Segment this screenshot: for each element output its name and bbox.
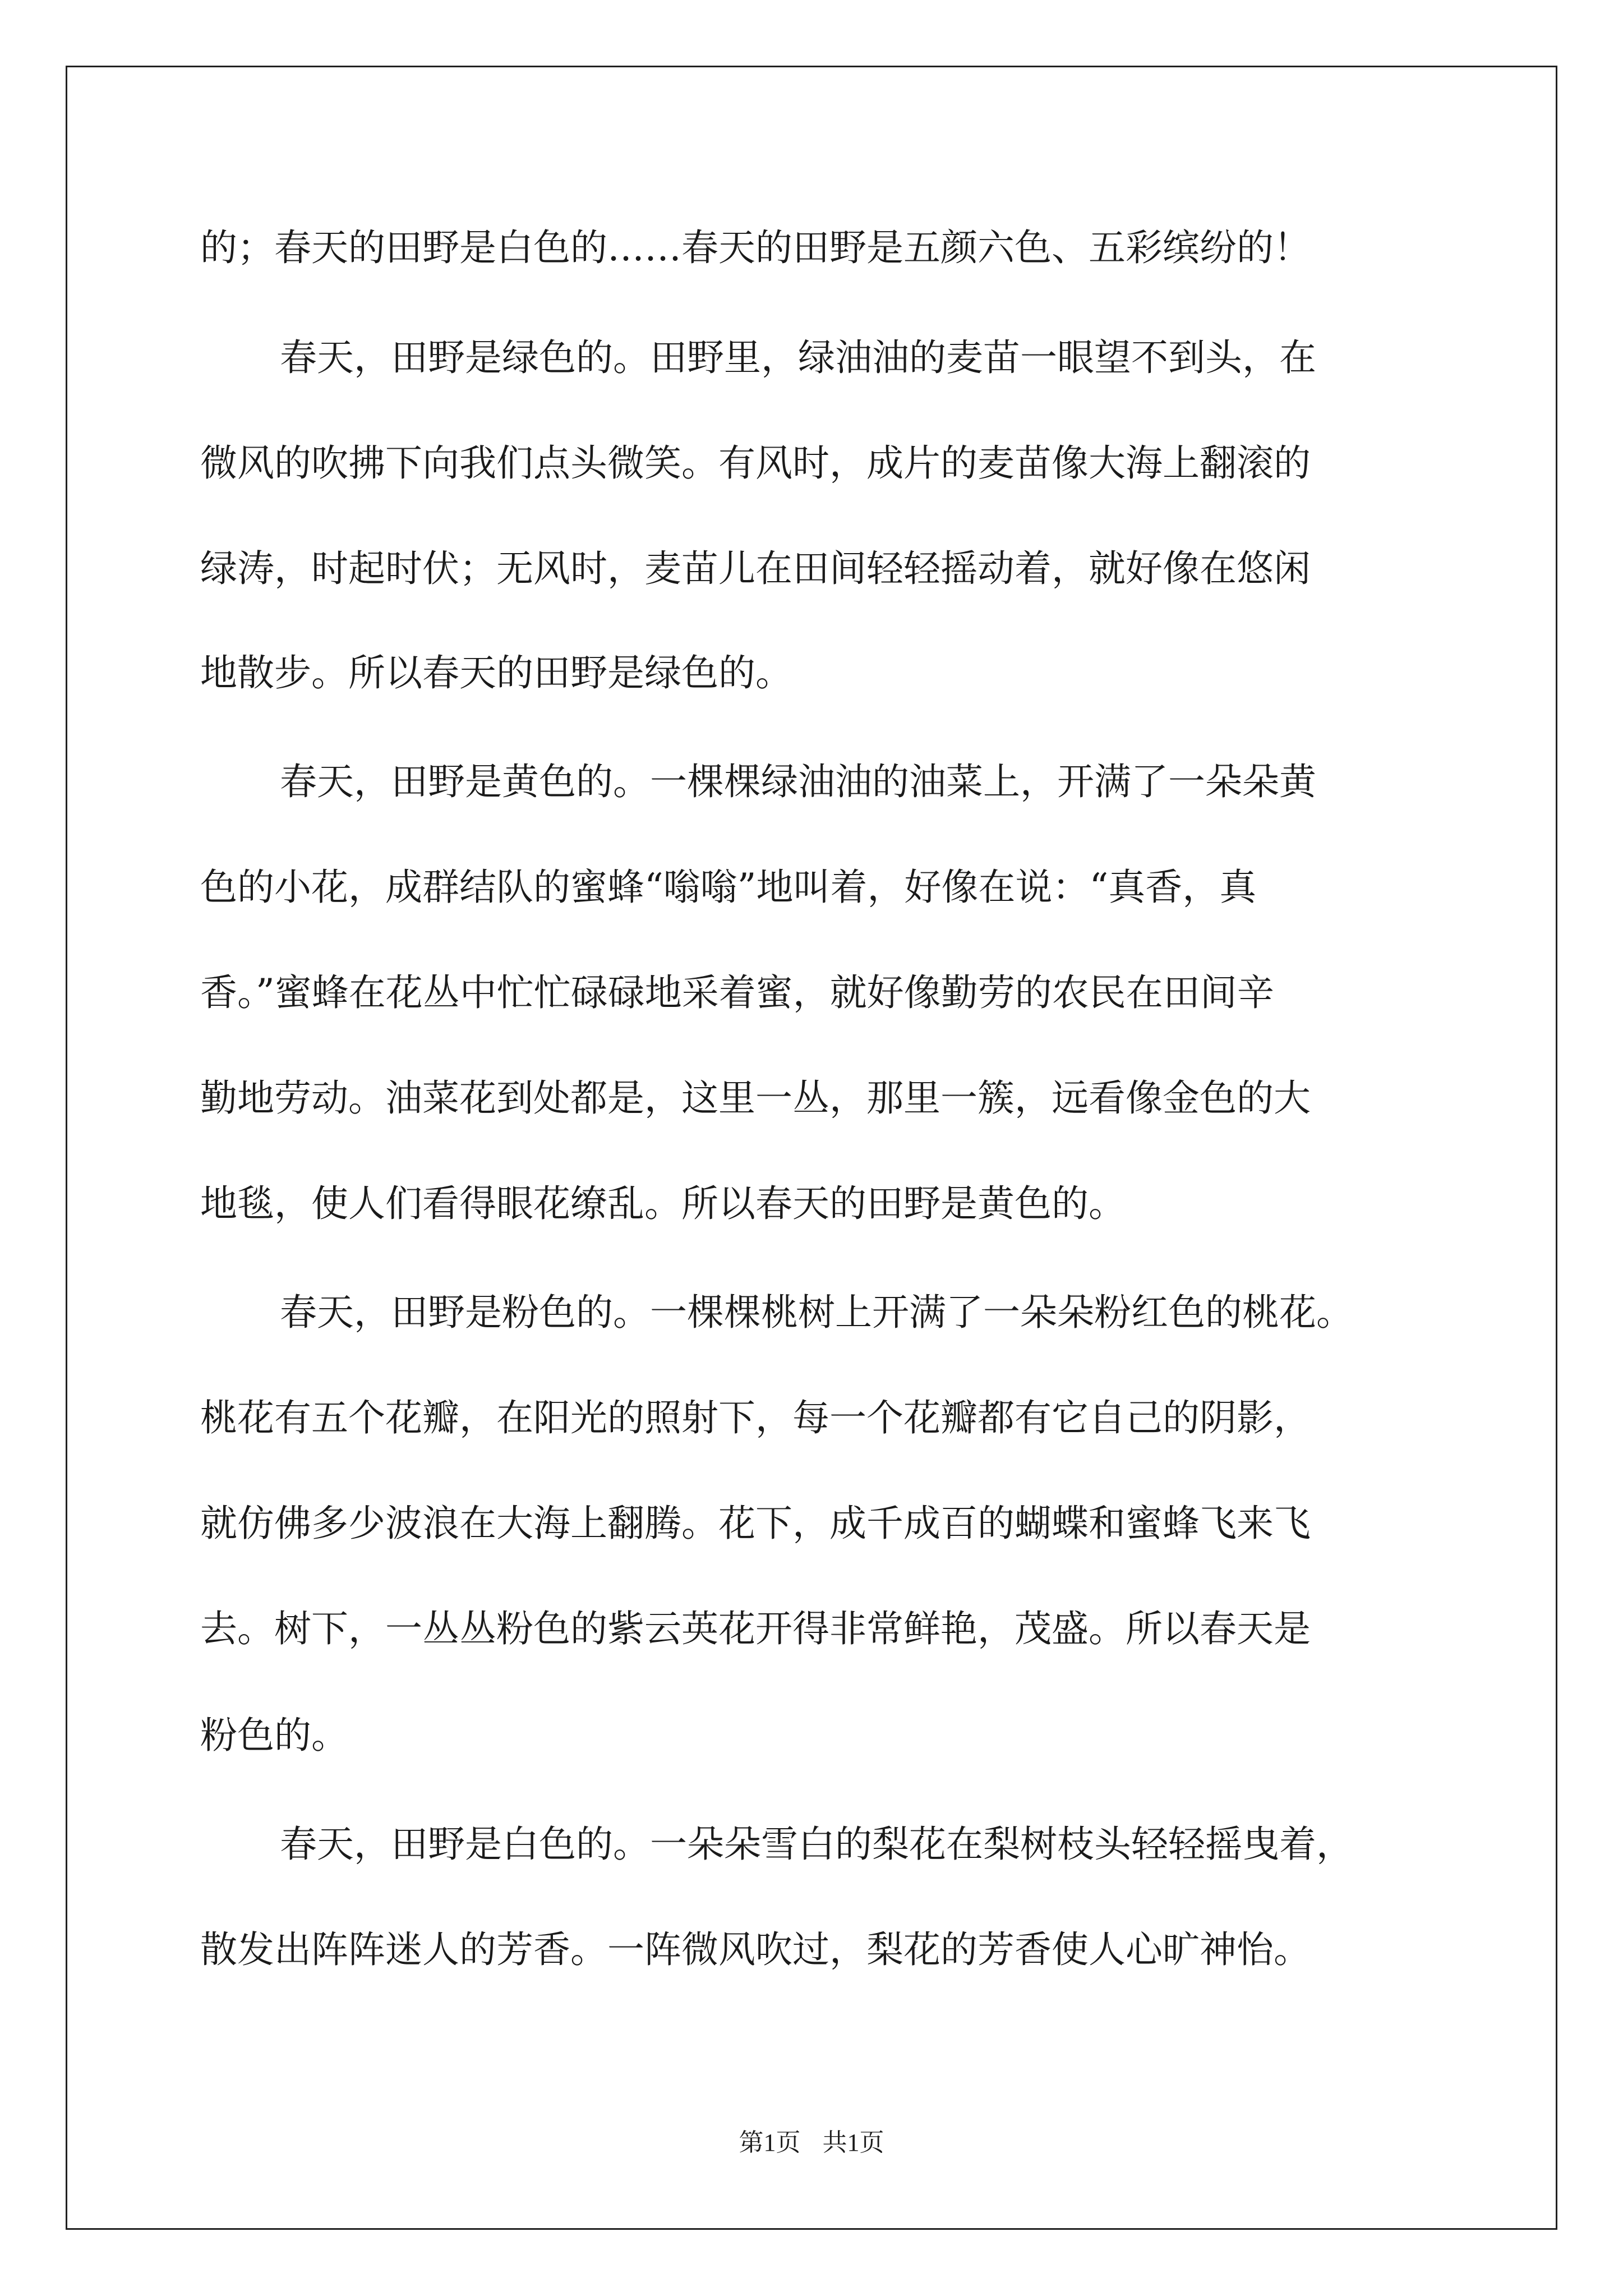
paragraph-line: 地散步。所以春天的田野是绿色的。: [200, 651, 792, 694]
paragraph-line: 绿涛，时起时伏；无风时，麦苗儿在田间轻轻摇动着，就好像在悠闲: [200, 547, 1311, 590]
paragraph-line: 春天，田野是粉色的。一棵棵桃树上开满了一朵朵粉红色的桃花。: [280, 1291, 1353, 1334]
paragraph-line: 春天，田野是白色的。一朵朵雪白的梨花在梨树枝头轻轻摇曳着，: [280, 1823, 1353, 1866]
paragraph-line: 的；春天的田野是白色的……春天的田野是五颜六色、五彩缤纷的！: [200, 226, 1311, 269]
page-footer: [0, 2126, 1623, 2160]
page-number: 第1页: [739, 2129, 801, 2156]
page-total: 共1页: [822, 2129, 884, 2156]
paragraph-line: 粉色的。: [200, 1714, 348, 1757]
paragraph-line: 去。树下，一丛丛粉色的紫云英花开得非常鲜艳，茂盛。所以春天是: [200, 1607, 1311, 1650]
paragraph-line: 春天，田野是黄色的。一棵棵绿油油的油菜上，开满了一朵朵黄: [280, 760, 1316, 803]
paragraph-line: 香。”蜜蜂在花丛中忙忙碌碌地采着蜜，就好像勤劳的农民在田间辛: [200, 971, 1274, 1014]
paragraph-line: 微风的吹拂下向我们点头微笑。有风时，成片的麦苗像大海上翻滚的: [200, 441, 1311, 485]
paragraph-line: 就仿佛多少波浪在大海上翻腾。花下，成千成百的蝴蝶和蜜蜂飞来飞: [200, 1502, 1311, 1545]
paragraph-line: 色的小花，成群结队的蜜蜂“嗡嗡”地叫着，好像在说：“真香，真: [200, 866, 1257, 909]
paragraph-line: 地毯，使人们看得眼花缭乱。所以春天的田野是黄色的。: [200, 1182, 1126, 1225]
page-border: [66, 66, 1557, 2230]
paragraph-line: 春天，田野是绿色的。田野里，绿油油的麦苗一眼望不到头，在: [280, 336, 1316, 379]
paragraph-line: 散发出阵阵迷人的芳香。一阵微风吹过，梨花的芳香使人心旷神怡。: [200, 1928, 1311, 1971]
paragraph-line: 勤地劳动。油菜花到处都是，这里一丛，那里一簇，远看像金色的大: [200, 1076, 1311, 1120]
paragraph-line: 桃花有五个花瓣，在阳光的照射下，每一个花瓣都有它自己的阴影，: [200, 1396, 1311, 1439]
